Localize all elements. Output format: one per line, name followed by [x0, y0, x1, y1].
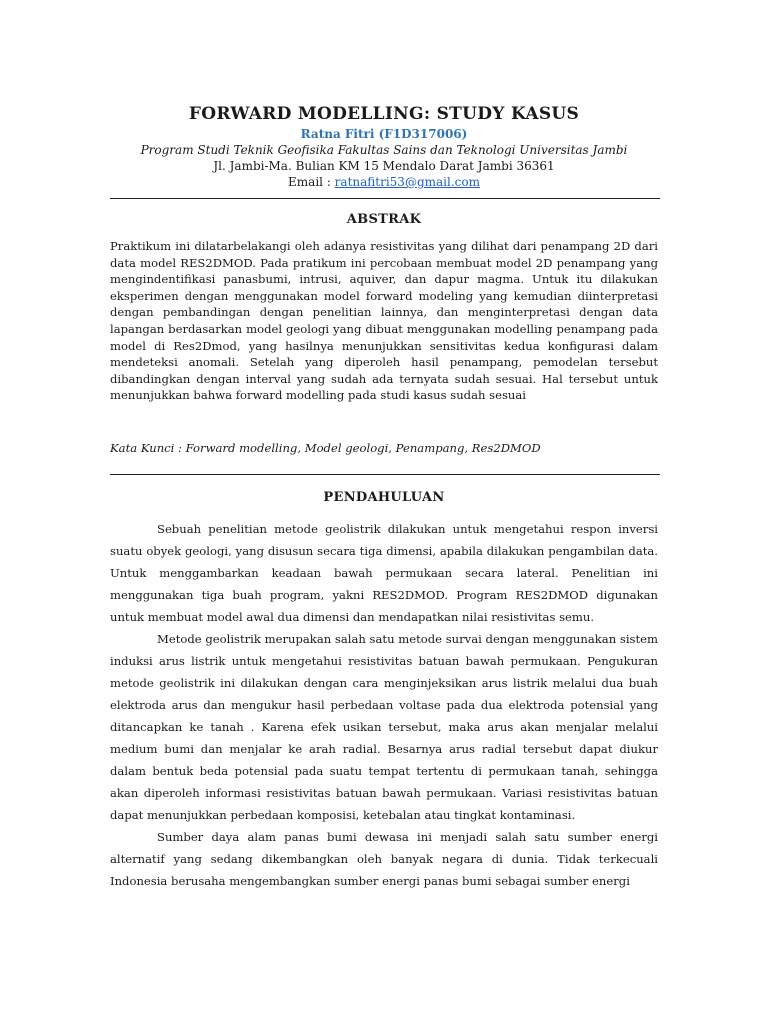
keywords: Kata Kunci : Forward modelling, Model geologi, Penampang, Res2DMOD	[110, 441, 541, 455]
abstract-heading: ABSTRAK	[346, 212, 422, 227]
abstract-body: Praktikum ini dilatarbelakangi oleh adanya resistivitas yang dilihat dari penampang 2D dari data model RES2DMOD. Pada pratikum ini percobaan membuat model 2D penampang yang mengindentifikasi panasbumi, intrusi, aquiver, dan dapur magma. Untuk itu dilakukan eksperimen dengan menggunakan model forward modeling yang kemudian diinterpretasi dengan pembandingan dengan penelitian lainnya, dan menginterpretasi dengan data lapangan berdasarkan model geologi yang dibuat menggunakan modelling penampang pada model di Res2Dmod, yang hasilnya menunjukkan sensitivitas kedua konfigurasi dalam mendeteksi anomali. Setelah yang diperoleh hasil penampang, pemodelan tersebut dibandingkan dengan interval yang sudah ada ternyata sudah sesuai. Hal tersebut untuk menunjukkan bahwa forward modelling pada studi kasus sudah sesuai	[110, 239, 658, 403]
address: Jl. Jambi-Ma. Bulian KM 15 Mendalo Darat Jambi 36361	[213, 159, 555, 173]
introduction-paragraph: Metode geolistrik merupakan salah satu metode survai dengan menggunakan sistem induksi arus listrik untuk mengetahui resistivitas batuan bawah permukaan. Pengukuran metode geolistrik ini dilakukan dengan cara menginjeksikan arus listrik melalui dua buah elektroda arus dan mengukur hasil perbedaan voltase pada dua elektroda potensial yang ditancapkan ke tanah . Karena efek usikan tersebut, maka arus akan menjalar melalui medium bumi dan menjalar ke arah radial. Besarnya arus radial tersebut dapat diukur dalam bentuk beda potensial pada suatu tempat tertentu di permukaan tanah, sehingga akan diperoleh informasi resistivitas batuan bawah permukaan. Variasi resistivitas batuan dapat menunjukkan perbedaan komposisi, ketebalan atau tingkat kontaminasi.	[110, 632, 658, 822]
email-label: Email :	[288, 175, 335, 189]
section-divider	[110, 474, 660, 475]
introduction-paragraph: Sumber daya alam panas bumi dewasa ini menjadi salah satu sumber energi alternatif yang sedang dikembangkan oleh banyak negara di dunia. Tidak terkecuali Indonesia berusaha mengembangkan sumber energi panas bumi sebagai sumber energi	[110, 830, 658, 888]
introduction-body	[110, 518, 658, 892]
introduction-heading: PENDAHULUAN	[323, 490, 445, 505]
author-name: Ratna Fitri (F1D317006)	[300, 127, 468, 141]
introduction-paragraph: Sebuah penelitian metode geolistrik dilakukan untuk mengetahui respon inversi suatu obyek geologi, yang disusun secara tiga dimensi, apabila dilakukan pengambilan data. Untuk menggambarkan keadaan bawah permukaan secara lateral. Penelitian ini menggunakan tiga buah program, yakni RES2DMOD. Program RES2DMOD digunakan untuk membuat model awal dua dimensi dan mendapatkan nilai resistivitas semu.	[110, 522, 658, 624]
paper-header	[0, 104, 768, 190]
affiliation: Program Studi Teknik Geofisika Fakultas Sains dan Teknologi Universitas Jambi	[140, 143, 628, 157]
paper-title: FORWARD MODELLING: STUDY KASUS	[188, 104, 580, 124]
email-link[interactable]: ratnafitri53@gmail.com	[334, 175, 480, 189]
email-line	[0, 174, 768, 190]
top-divider	[110, 198, 660, 199]
